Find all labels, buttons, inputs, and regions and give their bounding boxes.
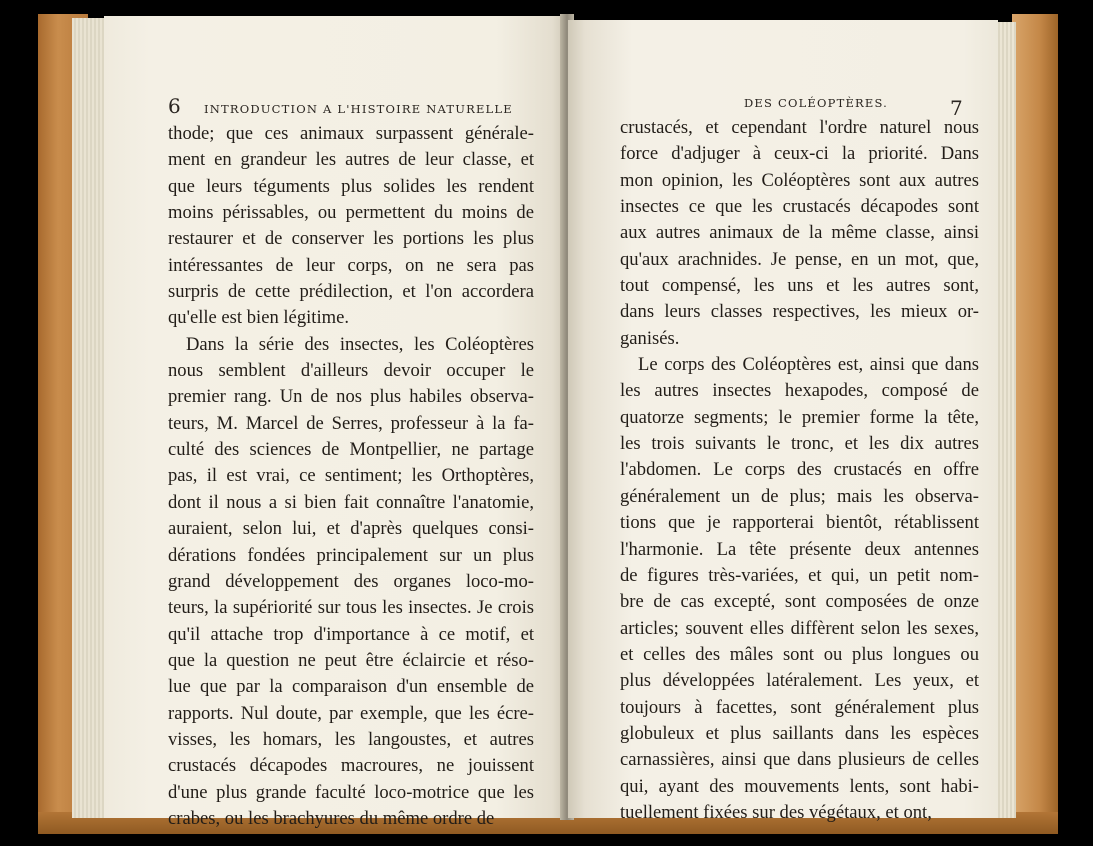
text-line: qu'elle est bien légitime.: [168, 307, 349, 329]
text-line: articles; souvent elles diffèrent selon les sexes,: [620, 617, 979, 639]
text-line: qui, ayant des mouvements lents, sont habi-: [620, 775, 979, 797]
text-line: rapports. Nul doute, par exemple, que les écre-: [168, 702, 534, 724]
text-line: qu'aux arachnides. Je pense, en un mot, que,: [620, 248, 979, 270]
text-line: premier rang. Un de nos plus habiles observa-: [168, 386, 534, 408]
text-line: restaurer et de conserver les portions les plus: [168, 228, 534, 250]
right-page: [568, 20, 998, 823]
text-line: moins périssables, ou permettent du moins de: [168, 202, 534, 224]
text-line: nous semblent d'ailleurs devoir occuper le: [168, 360, 534, 382]
left-running-head: INTRODUCTION A L'HISTOIRE NATURELLE: [204, 102, 513, 116]
text-line: Dans la série des insectes, les Coléoptères: [186, 333, 534, 355]
text-line: culté des sciences de Montpellier, ne partage: [168, 439, 534, 461]
text-line: teurs, M. Marcel de Serres, professeur à la fa-: [168, 412, 534, 434]
text-line: crabes, ou les brachyures du même ordre de: [168, 807, 495, 829]
right-page-body: [620, 115, 979, 826]
text-line: force d'adjuger à ceux-ci la priorité. Dans: [620, 143, 979, 165]
text-line: de figures très-variées, et qui, un petit nom-: [620, 564, 979, 586]
text-line: dans leurs classes respectives, les mieux or-: [620, 301, 979, 323]
text-line: les trois suivants le tronc, et les dix autres: [620, 433, 979, 455]
text-line: les autres insectes hexapodes, composé de: [620, 380, 979, 402]
text-line: crustacés décapodes macroures, ne jouissent: [168, 755, 534, 777]
text-line: et celles des mâles sont ou plus longues ou: [620, 643, 979, 665]
text-line: lue que par la comparaison d'un ensemble de: [168, 676, 534, 698]
text-line: surpris de cette prédilection, et l'on accordera: [168, 281, 534, 303]
text-line: insectes ce que les crustacés décapodes sont: [620, 196, 979, 218]
text-line: toujours à facettes, sont généralement plus: [620, 696, 979, 718]
text-line: grand développement des organes loco-mo-: [168, 570, 534, 592]
text-line: teurs, la supériorité sur tous les insectes. Je crois: [168, 597, 534, 619]
text-line: thode; que ces animaux surpassent générale-: [168, 123, 534, 144]
text-line: auraient, selon lui, et d'après quelques consi-: [168, 518, 534, 540]
text-line: tout compensé, les uns et les autres sont,: [620, 275, 979, 297]
text-line: qu'il attache trop d'importance à ce motif, et: [168, 623, 534, 645]
text-line: carnassières, ainsi que dans plusieurs de celles: [620, 749, 979, 771]
text-line: l'harmonie. La tête présente deux antennes: [620, 538, 979, 560]
text-line: mon opinion, les Coléoptères sont aux autres: [620, 169, 979, 191]
text-line: bre de cas excepté, sont composées de onze: [620, 591, 979, 613]
text-line: tions que je rapporterai bientôt, rétablissent: [620, 512, 979, 534]
text-line: globuleux et plus saillants dans les espèces: [620, 722, 979, 744]
text-line: ment en grandeur les autres de leur classe, et: [168, 149, 534, 171]
text-line: quatorze segments; le premier forme la tête,: [620, 406, 979, 428]
text-line: ganisés.: [620, 327, 680, 349]
text-line: aux autres animaux de la même classe, ainsi: [620, 222, 979, 244]
left-page: [104, 16, 566, 829]
text-line: tuellement fixées sur des végétaux, et ont,: [620, 801, 932, 823]
text-line: plus développées latéralement. Les yeux, et: [620, 670, 979, 692]
right-running-head: DES COLÉOPTÈRES.: [744, 96, 889, 110]
text-line: Le corps des Coléoptères est, ainsi que dans: [638, 354, 979, 376]
text-line: l'abdomen. Le corps des crustacés en offre: [620, 459, 979, 481]
book-cover-right-edge: [1012, 14, 1058, 832]
right-page-number: 7: [950, 96, 963, 120]
left-page-number: 6: [168, 94, 181, 118]
text-line: pas, il est vrai, ce sentiment; les Orthoptères,: [168, 465, 534, 487]
left-page-body: [168, 121, 534, 832]
text-line: crustacés, et cependant l'ordre naturel nous: [620, 117, 979, 138]
page-stack-right: [996, 22, 1016, 818]
text-line: d'une plus grande faculté loco-motrice que les: [168, 781, 534, 803]
text-line: que leurs téguments plus solides les rendent: [168, 175, 534, 197]
text-line: visses, les homars, les langoustes, et autres: [168, 728, 534, 750]
text-line: généralement un de plus; mais les observa-: [620, 485, 979, 507]
text-line: dérations fondées principalement sur un plus: [168, 544, 534, 566]
text-line: intéressantes de leur corps, on ne sera pas: [168, 254, 534, 276]
text-line: que la question ne peut être éclaircie et réso-: [168, 649, 534, 671]
text-line: dont il nous a si bien fait connaître l'anatomie,: [168, 491, 534, 513]
